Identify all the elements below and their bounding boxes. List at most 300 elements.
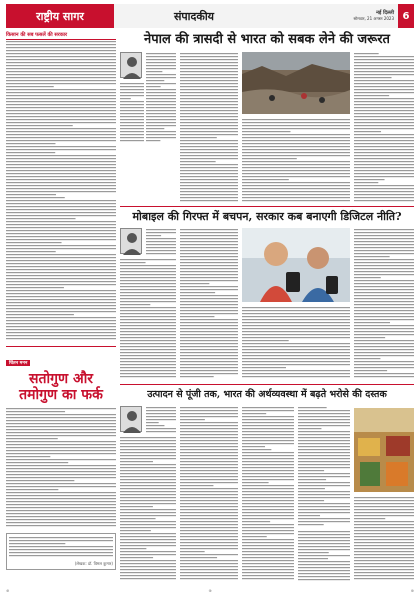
text-line: [298, 443, 350, 444]
text-line: [6, 194, 56, 195]
text-line: [6, 408, 116, 409]
text-line: [6, 486, 116, 487]
text-line: [6, 191, 116, 192]
text-line: [180, 253, 238, 254]
text-line: [298, 413, 350, 414]
text-line: [354, 170, 414, 171]
text-lines: [9, 537, 113, 556]
text-line: [180, 512, 238, 513]
text-line: [242, 313, 350, 314]
text-line: [6, 510, 116, 511]
text-line: [120, 346, 176, 347]
text-line: [354, 578, 414, 579]
text-line: [354, 527, 414, 528]
text-line: [180, 533, 238, 534]
text-line: [6, 122, 116, 123]
text-line: [354, 346, 414, 347]
text-line: [242, 164, 350, 165]
text-line: [242, 149, 350, 150]
text-line: [146, 116, 176, 117]
text-line: [354, 542, 414, 543]
text-line: [120, 479, 176, 480]
text-line: [120, 301, 176, 302]
text-line: [6, 110, 116, 111]
text-line: [6, 185, 116, 186]
masthead: [6, 4, 414, 28]
text-line: [120, 464, 176, 465]
text-line: [242, 361, 350, 362]
text-line: [298, 464, 350, 465]
text-line: [242, 349, 350, 350]
text-line: [120, 560, 176, 561]
text-line: [354, 59, 414, 60]
text-line: [146, 247, 176, 248]
text-line: [6, 152, 55, 153]
text-line: [6, 89, 116, 90]
text-line: [6, 92, 116, 93]
text-line: [180, 449, 238, 450]
text-line: [120, 452, 176, 453]
text-line: [146, 232, 176, 233]
text-line: [6, 263, 116, 264]
text-line: [354, 185, 414, 186]
text-line: [298, 534, 350, 535]
text-line: [6, 474, 116, 475]
text-line: [354, 349, 414, 350]
text-line: [180, 128, 238, 129]
text-line: [180, 446, 238, 447]
text-line: [146, 241, 176, 242]
text-line: [6, 323, 116, 324]
text-line: [242, 578, 294, 579]
text-line: [180, 452, 238, 453]
text-line: [146, 140, 160, 141]
text-line: [9, 555, 113, 556]
special-title-line-1: सतोगुण और: [29, 371, 93, 387]
text-line: [354, 319, 414, 320]
text-line: [120, 289, 176, 290]
text-line: [180, 476, 238, 477]
text-line: [180, 146, 238, 147]
text-line: [354, 191, 414, 192]
text-line: [6, 65, 116, 66]
text-line: [242, 503, 294, 504]
text-line: [298, 524, 324, 525]
text-line: [242, 197, 350, 198]
text-line: [6, 134, 116, 135]
text-line: [120, 137, 144, 138]
text-line: [180, 277, 238, 278]
article-3-col-5: [354, 496, 414, 582]
text-line: [120, 92, 144, 93]
text-line: [180, 304, 238, 305]
text-line: [180, 376, 214, 377]
text-line: [180, 319, 238, 320]
text-line: [6, 320, 116, 321]
text-line: [146, 77, 176, 78]
text-line: [242, 367, 286, 368]
text-line: [6, 77, 116, 78]
text-line: [6, 305, 116, 306]
text-line: [180, 188, 238, 189]
text-line: [120, 104, 144, 105]
text-line: [242, 452, 294, 453]
page-footer: [6, 588, 414, 592]
text-line: [298, 555, 350, 556]
text-line: [242, 307, 350, 308]
text-line: [180, 461, 238, 462]
text-line: [354, 104, 414, 105]
text-line: [180, 361, 238, 362]
text-line: [180, 560, 238, 561]
page-number: 6: [398, 4, 414, 28]
text-line: [298, 470, 324, 471]
text-line: [6, 504, 116, 505]
text-line: [180, 140, 238, 141]
text-line: [298, 549, 350, 550]
text-line: [298, 422, 350, 423]
text-line: [6, 456, 50, 457]
text-line: [298, 434, 350, 435]
text-line: [354, 250, 414, 251]
text-line: [242, 119, 350, 120]
text-line: [180, 437, 238, 438]
text-line: [180, 83, 238, 84]
text-line: [354, 137, 414, 138]
text-lines: [242, 307, 350, 377]
text-line: [242, 331, 350, 332]
text-line: [180, 566, 238, 567]
text-line: [354, 86, 414, 87]
text-line: [180, 298, 238, 299]
text-line: [242, 455, 294, 456]
text-line: [242, 512, 294, 513]
text-line: [146, 92, 176, 93]
text-line: [180, 259, 238, 260]
text-line: [242, 539, 294, 540]
text-line: [242, 443, 294, 444]
text-line: [146, 68, 176, 69]
text-line: [120, 530, 151, 531]
text-line: [180, 509, 238, 510]
text-line: [180, 59, 238, 60]
text-line: [180, 349, 238, 350]
text-line: [6, 278, 116, 279]
text-line: [6, 275, 116, 276]
text-line: [242, 355, 350, 356]
text-line: [120, 122, 144, 123]
text-line: [180, 244, 238, 245]
text-lines: [180, 407, 238, 579]
text-line: [242, 134, 350, 135]
text-line: [180, 482, 238, 483]
text-line: [354, 352, 414, 353]
text-line: [120, 524, 176, 525]
text-lines: [180, 229, 238, 377]
text-line: [180, 425, 238, 426]
text-line: [180, 95, 238, 96]
text-line: [242, 316, 350, 317]
text-line: [242, 155, 350, 156]
text-line: [242, 494, 294, 495]
text-line: [180, 367, 238, 368]
text-line: [298, 494, 350, 495]
text-lines: [120, 259, 176, 377]
text-line: [6, 335, 116, 336]
text-line: [180, 355, 238, 356]
text-line: [120, 491, 176, 492]
text-line: [6, 125, 73, 126]
text-line: [242, 158, 297, 159]
text-line: [242, 542, 294, 543]
text-line: [180, 419, 205, 420]
text-line: [354, 355, 414, 356]
text-line: [242, 188, 350, 189]
text-line: [6, 519, 116, 520]
text-line: [6, 44, 116, 45]
text-line: [354, 89, 414, 90]
text-line: [146, 253, 176, 254]
text-line: [6, 146, 116, 147]
text-line: [242, 488, 294, 489]
text-line: [298, 579, 350, 580]
text-line: [146, 419, 176, 420]
text-line: [6, 224, 116, 225]
text-line: [146, 422, 159, 423]
article-3-col-4: [298, 406, 350, 526]
article-1-col-1: [146, 52, 176, 144]
text-line: [242, 128, 350, 129]
text-line: [180, 265, 238, 266]
text-line: [242, 137, 350, 138]
text-line: [120, 437, 176, 438]
text-line: [146, 80, 164, 81]
text-line: [354, 197, 414, 198]
text-line: [120, 461, 153, 462]
text-lines: [146, 53, 176, 141]
text-line: [180, 89, 238, 90]
text-line: [354, 536, 414, 537]
text-line: [242, 524, 294, 525]
text-line: [6, 438, 58, 439]
text-line: [242, 473, 294, 474]
text-line: [6, 53, 116, 54]
text-line: [120, 343, 176, 344]
text-line: [298, 573, 350, 574]
text-line: [6, 68, 116, 69]
text-line: [354, 152, 414, 153]
text-line: [298, 488, 325, 489]
text-lines: [298, 407, 350, 525]
text-line: [354, 238, 414, 239]
text-line: [180, 337, 238, 338]
text-line: [180, 373, 238, 374]
text-line: [180, 283, 209, 284]
text-line: [354, 80, 414, 81]
text-line: [180, 485, 213, 486]
text-line: [6, 209, 116, 210]
text-line: [180, 358, 238, 359]
text-line: [298, 425, 350, 426]
text-line: [180, 331, 238, 332]
text-line: [120, 134, 144, 135]
text-line: [180, 500, 238, 501]
text-line: [6, 299, 116, 300]
text-line: [242, 161, 350, 162]
text-line: [120, 280, 176, 281]
text-line: [180, 137, 217, 138]
text-line: [354, 247, 414, 248]
text-line: [180, 301, 238, 302]
text-line: [120, 455, 176, 456]
text-line: [298, 540, 350, 541]
text-line: [180, 131, 238, 132]
text-line: [6, 245, 116, 246]
text-line: [298, 449, 350, 450]
text-line: [6, 417, 116, 418]
text-line: [6, 200, 116, 201]
text-line: [120, 527, 176, 528]
text-line: [180, 182, 238, 183]
text-line: [146, 53, 176, 54]
text-line: [354, 539, 414, 540]
text-line: [180, 539, 238, 540]
registration-mark-icon: ⊕: [208, 587, 212, 593]
text-line: [298, 543, 350, 544]
text-line: [354, 566, 414, 567]
text-line: [120, 110, 144, 111]
text-line: [120, 376, 176, 377]
text-line: [120, 518, 156, 519]
text-line: [6, 251, 56, 252]
text-line: [180, 80, 238, 81]
text-line: [120, 473, 176, 474]
text-line: [242, 352, 350, 353]
text-line: [120, 277, 176, 278]
text-line: [354, 134, 414, 135]
text-line: [354, 107, 414, 108]
text-line: [146, 235, 161, 236]
text-line: [146, 98, 176, 99]
text-line: [120, 557, 153, 558]
text-line: [354, 143, 414, 144]
article-1-col-2: [180, 52, 238, 202]
text-line: [242, 530, 294, 531]
text-line: [242, 491, 294, 492]
text-line: [354, 92, 414, 93]
text-line: [242, 431, 294, 432]
text-line: [242, 536, 267, 537]
text-line: [242, 419, 294, 420]
text-line: [120, 119, 144, 120]
text-line: [298, 485, 350, 486]
text-line: [180, 473, 238, 474]
text-line: [354, 530, 414, 531]
text-line: [6, 140, 116, 141]
text-line: [180, 185, 238, 186]
text-line: [120, 89, 144, 90]
text-line: [180, 413, 238, 414]
text-line: [354, 310, 414, 311]
text-line: [242, 560, 294, 561]
text-line: [354, 328, 414, 329]
text-line: [298, 509, 350, 510]
text-line: [6, 429, 116, 430]
text-line: [6, 116, 116, 117]
text-line: [9, 540, 113, 541]
text-line: [354, 280, 414, 281]
text-line: [242, 358, 350, 359]
text-line: [146, 95, 176, 96]
text-line: [6, 326, 116, 327]
text-line: [354, 77, 392, 78]
text-line: [120, 334, 176, 335]
text-line: [6, 131, 116, 132]
text-line: [180, 440, 238, 441]
text-line: [6, 215, 116, 216]
special-body-text: [6, 407, 116, 527]
text-line: [354, 119, 414, 120]
text-lines: [6, 41, 116, 339]
text-line: [146, 134, 176, 135]
text-line: [354, 316, 414, 317]
text-line: [180, 241, 238, 242]
text-line: [120, 355, 176, 356]
main-area: [120, 32, 414, 588]
text-line: [242, 143, 350, 144]
text-line: [6, 516, 116, 517]
text-line: [354, 161, 414, 162]
newspaper-brand: राष्ट्रीय सागर: [6, 4, 114, 28]
text-line: [354, 235, 414, 236]
text-line: [354, 551, 414, 552]
text-line: [146, 229, 176, 230]
text-line: [180, 410, 238, 411]
text-line: [180, 232, 238, 233]
text-line: [146, 113, 176, 114]
text-line: [242, 533, 294, 534]
text-line: [6, 59, 116, 60]
text-line: [180, 122, 238, 123]
text-line: [120, 274, 176, 275]
person-icon: [120, 406, 142, 432]
text-line: [146, 59, 176, 60]
text-line: [120, 310, 176, 311]
text-line: [6, 128, 116, 129]
text-line: [6, 471, 116, 472]
text-line: [120, 506, 153, 507]
text-line: [354, 155, 414, 156]
text-line: [354, 286, 414, 287]
text-line: [6, 465, 116, 466]
text-line: [354, 545, 414, 546]
text-line: [298, 467, 350, 468]
text-line: [180, 443, 238, 444]
text-line: [180, 98, 238, 99]
text-line: [180, 229, 238, 230]
text-line: [120, 262, 146, 263]
text-line: [298, 512, 350, 513]
text-line: [6, 453, 116, 454]
text-line: [180, 494, 238, 495]
text-line: [120, 563, 176, 564]
text-line: [6, 227, 116, 228]
text-line: [298, 458, 350, 459]
text-line: [120, 295, 176, 296]
text-line: [242, 182, 350, 183]
text-line: [146, 131, 176, 132]
text-line: [180, 247, 238, 248]
